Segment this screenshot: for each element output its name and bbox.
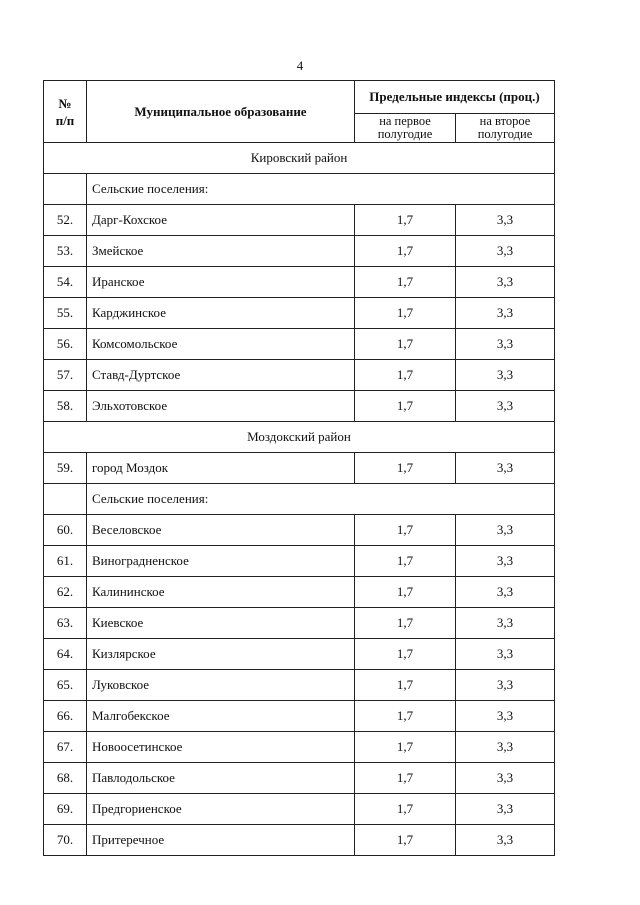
row-value-first-half: 1,7 bbox=[355, 236, 456, 267]
row-value-second-half: 3,3 bbox=[456, 267, 555, 298]
header-group: Предельные индексы (проц.) bbox=[355, 81, 555, 114]
row-value-first-half: 1,7 bbox=[355, 267, 456, 298]
table-row bbox=[44, 639, 555, 670]
row-number: 58. bbox=[44, 391, 87, 422]
row-value-second-half: 3,3 bbox=[456, 298, 555, 329]
header-num: № п/п bbox=[44, 81, 87, 143]
row-value-second-half: 3,3 bbox=[456, 825, 555, 856]
section-row bbox=[44, 422, 555, 453]
subsection-label: Сельские поселения: bbox=[87, 484, 555, 515]
row-number: 69. bbox=[44, 794, 87, 825]
table-row bbox=[44, 329, 555, 360]
row-name: Новоосетинское bbox=[87, 732, 355, 763]
row-value-first-half: 1,7 bbox=[355, 577, 456, 608]
row-value-first-half: 1,7 bbox=[355, 763, 456, 794]
row-number: 68. bbox=[44, 763, 87, 794]
row-name: Кизлярское bbox=[87, 639, 355, 670]
table-row bbox=[44, 577, 555, 608]
row-value-second-half: 3,3 bbox=[456, 515, 555, 546]
row-value-second-half: 3,3 bbox=[456, 329, 555, 360]
row-value-second-half: 3,3 bbox=[456, 453, 555, 484]
row-value-second-half: 3,3 bbox=[456, 546, 555, 577]
row-value-first-half: 1,7 bbox=[355, 391, 456, 422]
row-value-first-half: 1,7 bbox=[355, 670, 456, 701]
row-number: 61. bbox=[44, 546, 87, 577]
table-row bbox=[44, 267, 555, 298]
row-value-second-half: 3,3 bbox=[456, 360, 555, 391]
subsection-row bbox=[44, 484, 555, 515]
table-row bbox=[44, 236, 555, 267]
table-row bbox=[44, 825, 555, 856]
row-name: Карджинское bbox=[87, 298, 355, 329]
row-name: Калининское bbox=[87, 577, 355, 608]
row-name: Иранское bbox=[87, 267, 355, 298]
table-row bbox=[44, 732, 555, 763]
row-number: 65. bbox=[44, 670, 87, 701]
row-number: 59. bbox=[44, 453, 87, 484]
row-name: Киевское bbox=[87, 608, 355, 639]
indices-table bbox=[43, 80, 555, 856]
row-name: Павлодольское bbox=[87, 763, 355, 794]
row-value-second-half: 3,3 bbox=[456, 670, 555, 701]
row-number: 63. bbox=[44, 608, 87, 639]
row-number: 55. bbox=[44, 298, 87, 329]
row-number: 52. bbox=[44, 205, 87, 236]
table-row bbox=[44, 298, 555, 329]
subsection-row bbox=[44, 174, 555, 205]
table-row bbox=[44, 391, 555, 422]
table-row bbox=[44, 763, 555, 794]
row-value-first-half: 1,7 bbox=[355, 608, 456, 639]
row-value-second-half: 3,3 bbox=[456, 732, 555, 763]
row-name: Виноградненское bbox=[87, 546, 355, 577]
row-value-first-half: 1,7 bbox=[355, 732, 456, 763]
table-row bbox=[44, 546, 555, 577]
row-name: Комсомольское bbox=[87, 329, 355, 360]
row-value-first-half: 1,7 bbox=[355, 546, 456, 577]
row-value-second-half: 3,3 bbox=[456, 763, 555, 794]
section-label: Кировский район bbox=[44, 143, 555, 174]
row-value-first-half: 1,7 bbox=[355, 205, 456, 236]
row-value-second-half: 3,3 bbox=[456, 608, 555, 639]
row-value-second-half: 3,3 bbox=[456, 236, 555, 267]
row-value-second-half: 3,3 bbox=[456, 639, 555, 670]
section-row bbox=[44, 143, 555, 174]
row-name: Змейское bbox=[87, 236, 355, 267]
subsection-label: Сельские поселения: bbox=[87, 174, 555, 205]
row-value-first-half: 1,7 bbox=[355, 298, 456, 329]
header-second-half: на второе полугодие bbox=[456, 114, 555, 143]
section-label: Моздокский район bbox=[44, 422, 555, 453]
row-name: Веселовское bbox=[87, 515, 355, 546]
page-number: 4 bbox=[296, 58, 304, 73]
row-value-first-half: 1,7 bbox=[355, 360, 456, 391]
row-number: 54. bbox=[44, 267, 87, 298]
row-name: Притеречное bbox=[87, 825, 355, 856]
row-value-second-half: 3,3 bbox=[456, 205, 555, 236]
row-value-first-half: 1,7 bbox=[355, 639, 456, 670]
table-row bbox=[44, 453, 555, 484]
row-number: 56. bbox=[44, 329, 87, 360]
row-value-first-half: 1,7 bbox=[355, 515, 456, 546]
row-number: 66. bbox=[44, 701, 87, 732]
header-name: Муниципальное образование bbox=[87, 81, 355, 143]
table-row bbox=[44, 670, 555, 701]
table-row bbox=[44, 794, 555, 825]
row-name: Ставд-Дуртское bbox=[87, 360, 355, 391]
table-row bbox=[44, 701, 555, 732]
table-body bbox=[44, 143, 555, 856]
subsection-num-cell bbox=[44, 484, 87, 515]
row-name: Эльхотовское bbox=[87, 391, 355, 422]
subsection-num-cell bbox=[44, 174, 87, 205]
row-number: 70. bbox=[44, 825, 87, 856]
row-value-second-half: 3,3 bbox=[456, 794, 555, 825]
row-name: Предгориенское bbox=[87, 794, 355, 825]
row-value-first-half: 1,7 bbox=[355, 701, 456, 732]
table-row bbox=[44, 608, 555, 639]
row-value-first-half: 1,7 bbox=[355, 329, 456, 360]
row-number: 60. bbox=[44, 515, 87, 546]
row-name: Малгобекское bbox=[87, 701, 355, 732]
table-row bbox=[44, 515, 555, 546]
header-first-half: на первое полугодие bbox=[355, 114, 456, 143]
row-value-first-half: 1,7 bbox=[355, 453, 456, 484]
row-value-second-half: 3,3 bbox=[456, 701, 555, 732]
row-name: Дарг-Кохское bbox=[87, 205, 355, 236]
row-value-first-half: 1,7 bbox=[355, 825, 456, 856]
row-number: 64. bbox=[44, 639, 87, 670]
row-value-second-half: 3,3 bbox=[456, 577, 555, 608]
row-number: 62. bbox=[44, 577, 87, 608]
row-name: город Моздок bbox=[87, 453, 355, 484]
row-value-first-half: 1,7 bbox=[355, 794, 456, 825]
table-row bbox=[44, 360, 555, 391]
row-name: Луковское bbox=[87, 670, 355, 701]
row-number: 57. bbox=[44, 360, 87, 391]
table-row bbox=[44, 205, 555, 236]
row-number: 53. bbox=[44, 236, 87, 267]
row-number: 67. bbox=[44, 732, 87, 763]
row-value-second-half: 3,3 bbox=[456, 391, 555, 422]
